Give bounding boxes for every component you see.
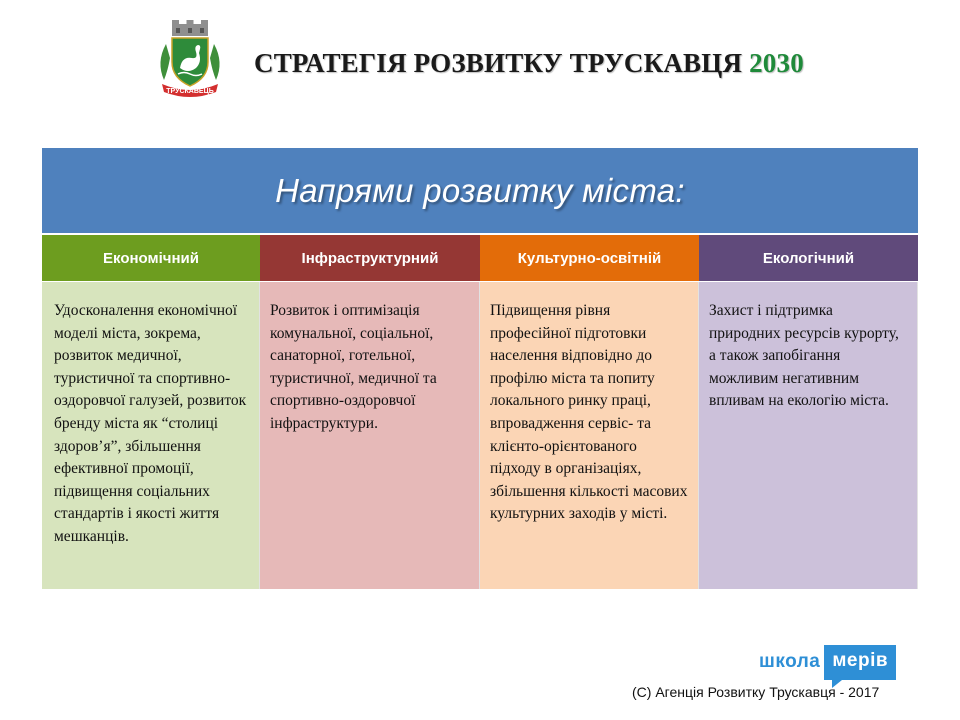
page-title-year: 2030 bbox=[749, 48, 804, 78]
mayors-school-logo bbox=[759, 642, 896, 682]
page-title-main: СТРАТЕГІЯ РОЗВИТКУ ТРУСКАВЦЯ bbox=[254, 48, 750, 78]
column-body-infrastructure: Розвиток і оптимізація комунальної, соціальної, санаторної, готельної, туристичної, медичної та спортивно-оздоровчої інфраструктури. bbox=[260, 282, 480, 589]
column-ecological bbox=[699, 235, 918, 589]
column-heading-economic: Економічний bbox=[42, 235, 260, 282]
column-economic bbox=[42, 235, 260, 589]
city-crest bbox=[152, 18, 228, 100]
directions-banner bbox=[42, 148, 918, 235]
column-infrastructure bbox=[260, 235, 480, 589]
copyright-notice: (С) Агенція Розвитку Трускавця - 2017 bbox=[632, 684, 880, 700]
banner-title: Напрями розвитку міста: bbox=[275, 171, 685, 209]
logo-text-right: мерів bbox=[824, 645, 896, 680]
column-heading-infrastructure: Інфраструктурний bbox=[260, 235, 480, 282]
page-title bbox=[254, 48, 804, 79]
crest-ribbon-text: ТРУСКАВЕЦЬ bbox=[166, 88, 214, 95]
column-cultural bbox=[480, 235, 699, 589]
crest-icon bbox=[152, 18, 228, 100]
logo-text-left: школа bbox=[759, 651, 821, 672]
column-heading-ecological: Екологічний bbox=[699, 235, 918, 282]
column-body-economic: Удосконалення економічної моделі міста, зокрема, розвиток медичної, туристичної та спортивно-оздоровчої галузей, розвиток бренду міста як “столиці здоров’я”, збільшення ефективної промоції, підвищення соціальних стандартів і якості життя мешканців. bbox=[42, 282, 260, 589]
column-body-cultural: Підвищення рівня професійної підготовки населення відповідно до профілю міста та попиту локального ринку праці, впровадження сервіс- та клієнто-орієнтованого підходу в організаціях, збільшення кількості масових культурних заходів у місті. bbox=[480, 282, 699, 589]
column-body-ecological: Захист і підтримка природних ресурсів курорту, а також запобігання можливим негативним впливам на екологію міста. bbox=[699, 282, 918, 589]
column-heading-cultural: Культурно-освітній bbox=[480, 235, 699, 282]
